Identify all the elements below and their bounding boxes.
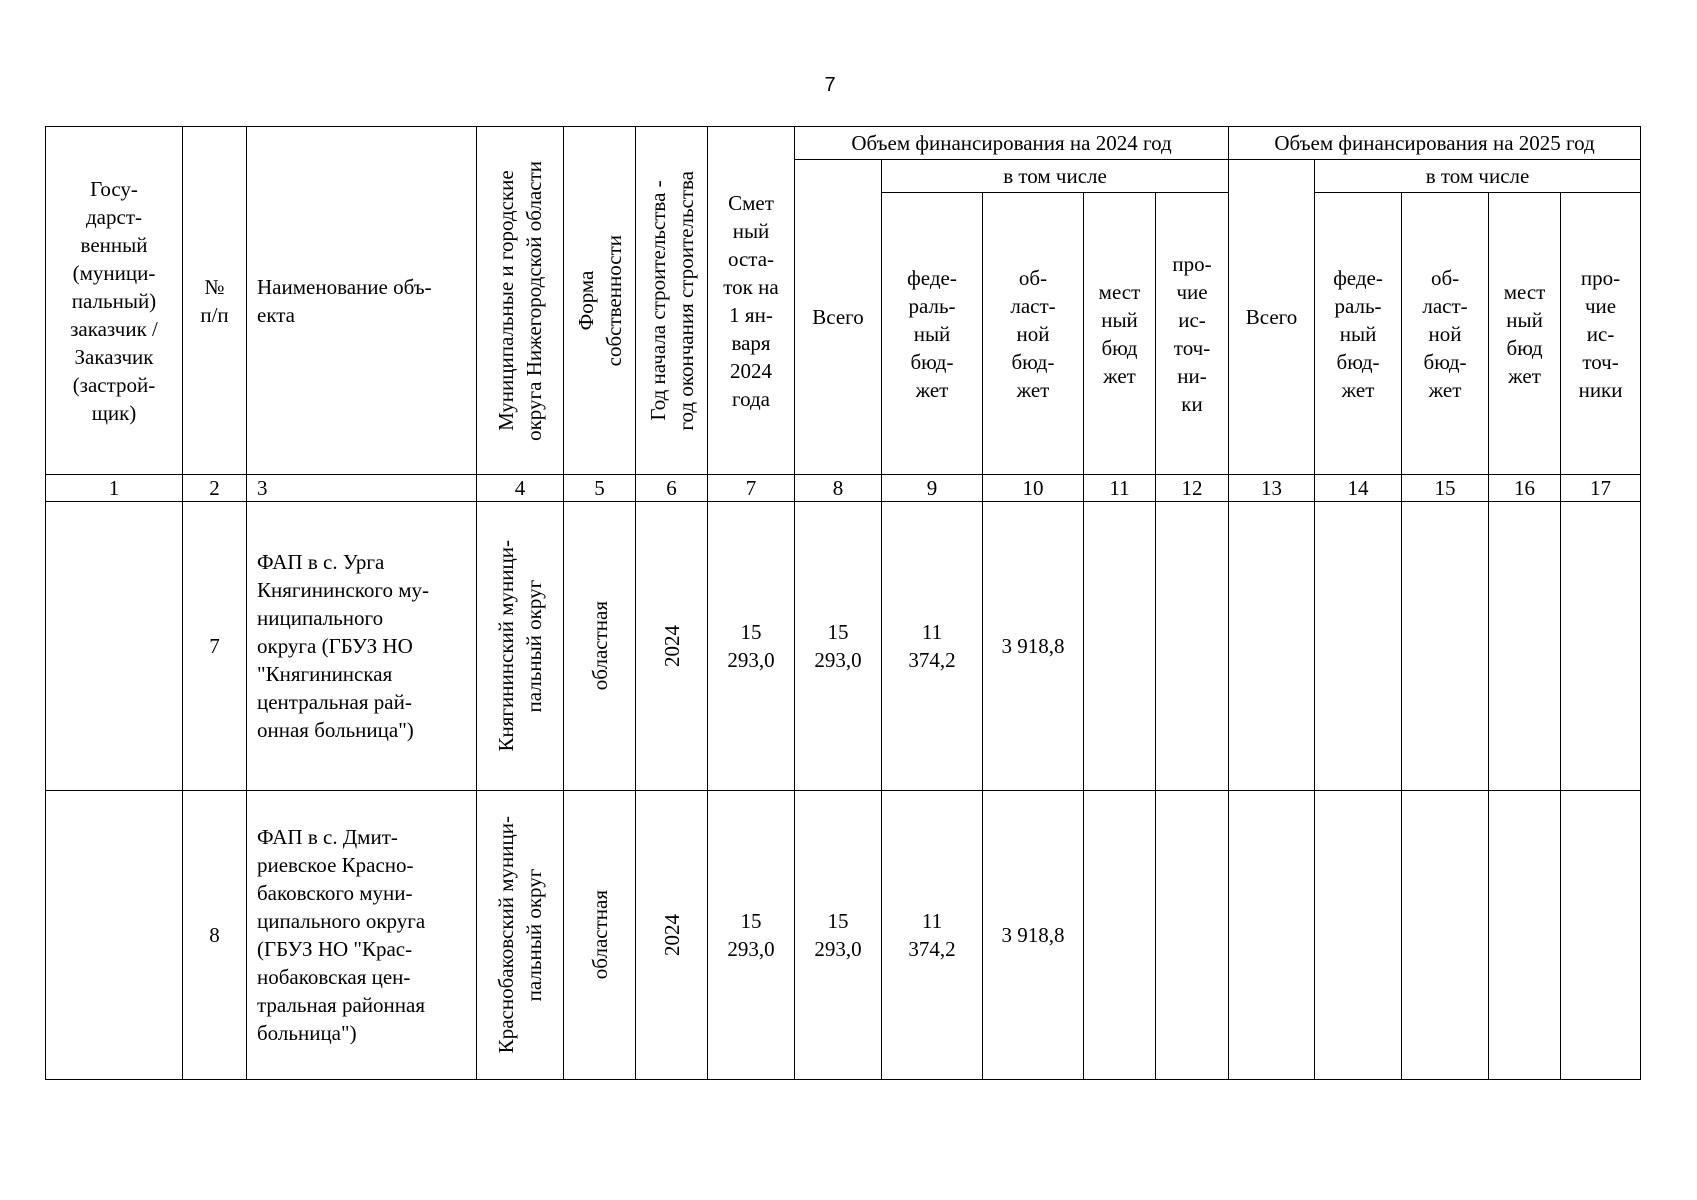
cell-local-2024 [1084, 502, 1156, 791]
header-customer [46, 127, 183, 475]
table-row [46, 791, 1641, 1080]
cell-other-2024 [1156, 502, 1229, 791]
cell-row-number: 8 [183, 791, 247, 1080]
cell-regional-2025 [1402, 502, 1489, 791]
column-number: 2 [183, 475, 247, 502]
cell-regional-2025 [1402, 791, 1489, 1080]
column-number: 8 [795, 475, 882, 502]
header-federal-2024 [882, 193, 983, 475]
header-municipality-label: Муниципальные и городские округа Нижегородской области [494, 160, 546, 441]
cell-total-2025 [1229, 502, 1315, 791]
header-total-2025 [1229, 160, 1315, 475]
column-number: 9 [882, 475, 983, 502]
header-construction-years-label: Год начала строительства - год окончания строительства [645, 170, 698, 431]
cell-ownership-text: областная [587, 890, 612, 980]
header-object-name [247, 127, 477, 475]
cell-object-name: ФАП в с. Урга Княгининского му- ниципального округа (ГБУЗ НО "Княгининская центральная рай- онная больница") [247, 502, 477, 791]
construction-funding-table [45, 126, 1641, 1080]
column-number: 11 [1084, 475, 1156, 502]
cell-regional-2024: 3 918,8 [983, 502, 1084, 791]
column-number-row [46, 475, 1641, 502]
cell-estimate: 15 293,0 [708, 502, 795, 791]
cell-customer [46, 791, 183, 1080]
cell-federal-2024: 11 374,2 [882, 502, 983, 791]
header-local-2025 [1489, 193, 1561, 475]
cell-local-2025 [1489, 502, 1561, 791]
column-number: 16 [1489, 475, 1561, 502]
table-row [46, 502, 1641, 791]
cell-construction-years [636, 502, 708, 791]
cell-local-2024 [1084, 791, 1156, 1080]
header-including-2025-label: в том числе [1425, 164, 1530, 188]
cell-municipality [477, 502, 564, 791]
header-local-2024-label: мест ный бюд жет [1098, 279, 1141, 388]
header-funding-2024-label: Объем финансирования на 2024 год [851, 131, 1172, 155]
cell-estimate: 15 293,0 [708, 791, 795, 1080]
cell-total-2024: 15 293,0 [795, 502, 882, 791]
header-total-2024 [795, 160, 882, 475]
header-object-name-label: Наименование объ- екта [257, 274, 432, 327]
column-number: 6 [636, 475, 708, 502]
column-number: 1 [46, 475, 183, 502]
header-including-2024 [882, 160, 1229, 193]
column-number: 15 [1402, 475, 1489, 502]
column-number: 13 [1229, 475, 1315, 502]
header-local-2024 [1084, 193, 1156, 475]
header-federal-2024-label: феде- раль- ный бюд- жет [907, 265, 957, 402]
cell-local-2025 [1489, 791, 1561, 1080]
cell-municipality-text: Княгининский муници- пальный округ [494, 540, 546, 752]
header-funding-2025 [1229, 127, 1641, 160]
header-funding-2025-label: Объем финансирования на 2025 год [1274, 131, 1595, 155]
header-other-2024 [1156, 193, 1229, 475]
header-other-2024-label: про- чие ис- точ- ни- ки [1172, 251, 1212, 416]
header-customer-label: Госу- дарст- венный (муници- пальный) заказчик / Заказчик (застрой- щик) [70, 176, 158, 425]
header-regional-2024 [983, 193, 1084, 475]
cell-object-name: ФАП в с. Дмит- риевское Красно- баковского муни- ципального округа (ГБУЗ НО "Крас- нобаковская цен- тральная районная больница") [247, 791, 477, 1080]
header-other-2025-label: про- чие ис- точ- ники [1578, 265, 1623, 402]
cell-municipality [477, 791, 564, 1080]
cell-other-2025 [1561, 791, 1641, 1080]
header-municipality [477, 127, 564, 475]
header-ownership [564, 127, 636, 475]
cell-federal-2024: 11 374,2 [882, 791, 983, 1080]
cell-total-2025 [1229, 791, 1315, 1080]
column-number: 12 [1156, 475, 1229, 502]
header-estimate [708, 127, 795, 475]
header-federal-2025 [1315, 193, 1402, 475]
cell-row-number: 7 [183, 502, 247, 791]
header-other-2025 [1561, 193, 1641, 475]
header-construction-years [636, 127, 708, 475]
page-number: 7 [824, 74, 836, 96]
header-including-2025 [1315, 160, 1641, 193]
cell-ownership [564, 502, 636, 791]
column-number: 7 [708, 475, 795, 502]
header-row-number-label: № п/п [200, 274, 229, 327]
header-regional-2025-label: об- ласт- ной бюд- жет [1422, 265, 1468, 402]
header-estimate-label: Смет ный оста- ток на 1 ян- варя 2024 года [723, 190, 779, 411]
cell-municipality-text: Краснобаковский муници- пальный округ [494, 816, 546, 1054]
cell-ownership [564, 791, 636, 1080]
header-local-2025-label: мест ный бюд жет [1503, 279, 1546, 388]
header-total-2025-label: Всего [1245, 305, 1298, 329]
header-funding-2024 [795, 127, 1229, 160]
header-ownership-label: Форма собственности [573, 234, 626, 367]
header-row-number [183, 127, 247, 475]
cell-regional-2024: 3 918,8 [983, 791, 1084, 1080]
column-number: 14 [1315, 475, 1402, 502]
header-including-2024-label: в том числе [1003, 164, 1107, 188]
header-federal-2025-label: феде- раль- ный бюд- жет [1333, 265, 1383, 402]
cell-construction-years-text: 2024 [659, 914, 684, 956]
cell-construction-years-text: 2024 [659, 625, 684, 667]
cell-other-2024 [1156, 791, 1229, 1080]
header-total-2024-label: Всего [812, 305, 864, 329]
column-number: 4 [477, 475, 564, 502]
column-number: 10 [983, 475, 1084, 502]
cell-construction-years [636, 791, 708, 1080]
cell-customer [46, 502, 183, 791]
cell-ownership-text: областная [587, 601, 612, 691]
cell-other-2025 [1561, 502, 1641, 791]
cell-total-2024: 15 293,0 [795, 791, 882, 1080]
header-regional-2025 [1402, 193, 1489, 475]
header-regional-2024-label: об- ласт- ной бюд- жет [1010, 265, 1056, 402]
cell-federal-2025 [1315, 791, 1402, 1080]
cell-federal-2025 [1315, 502, 1402, 791]
column-number: 5 [564, 475, 636, 502]
column-number: 17 [1561, 475, 1641, 502]
column-number: 3 [247, 475, 477, 502]
header-row-top [46, 127, 1641, 160]
